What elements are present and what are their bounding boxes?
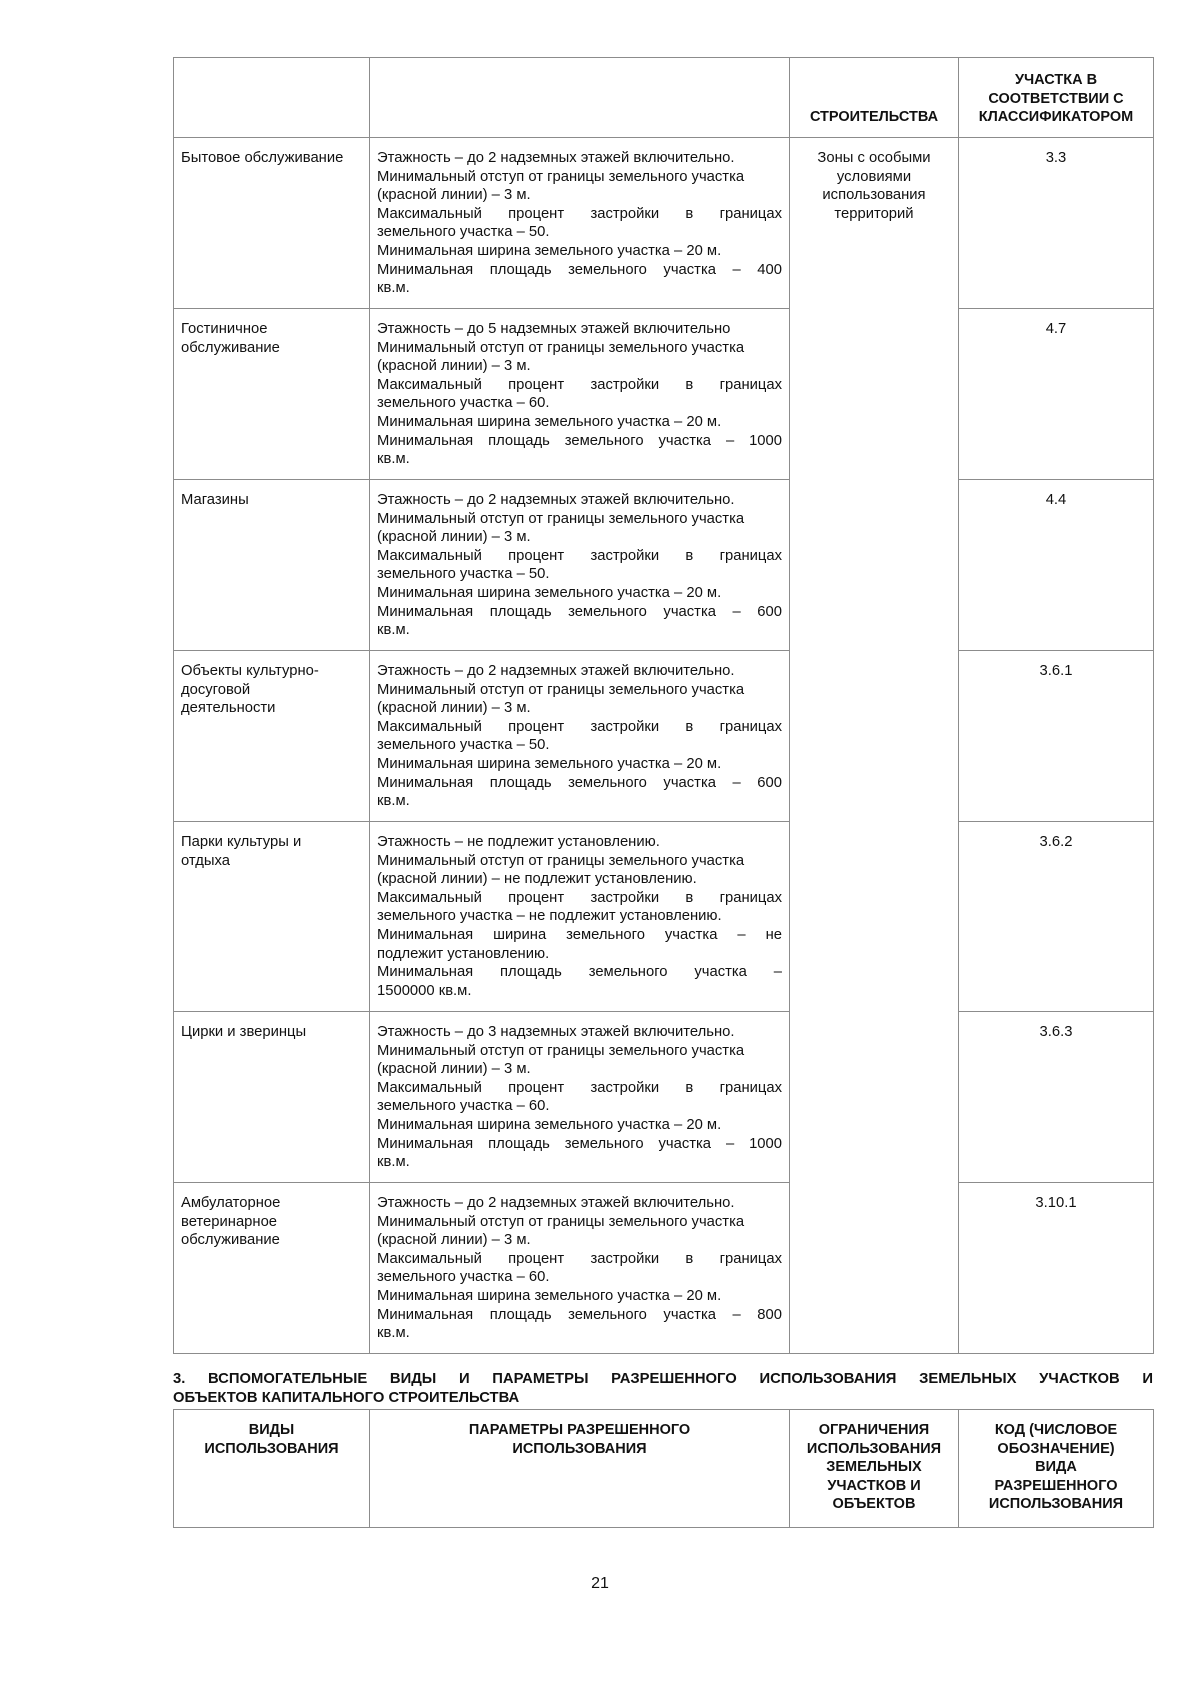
- table-row: [174, 822, 1154, 1012]
- section-3-heading-line: ОБЪЕКТОВ КАПИТАЛЬНОГО СТРОИТЕЛЬСТВА: [173, 1389, 520, 1406]
- param-line: Минимальный отступ от границы земельного участка: [377, 1213, 745, 1230]
- header-cell-restrictions: [790, 1410, 959, 1528]
- table-header-row-continued: [174, 58, 1154, 138]
- classifier-code-cell: 3.6.2: [959, 822, 1154, 1012]
- param-line: Минимальная ширина земельного участка – 20 м.: [377, 755, 722, 772]
- header-line: ЗЕМЕЛЬНЫХ: [826, 1459, 922, 1476]
- param-line: Максимальный процент застройки в границах: [377, 205, 782, 222]
- param-line: Этажность – до 2 надземных этажей включительно.: [377, 492, 735, 508]
- param-line: кв.м.: [377, 451, 410, 468]
- table-header-row: [174, 1410, 1154, 1528]
- use-type-line: Амбулаторное: [181, 1195, 281, 1211]
- restriction-line: условиями: [836, 168, 912, 185]
- param-line: (красной линии) – 3 м.: [377, 1232, 531, 1249]
- param-line: Минимальная площадь земельного участка – 800: [377, 1306, 782, 1323]
- use-type-cell: [174, 138, 370, 309]
- header-code-line: КЛАССИФИКАТОРОМ: [978, 109, 1134, 126]
- header-restrictions-text: СТРОИТЕЛЬСТВА: [809, 109, 939, 126]
- classifier-code-cell: 3.6.3: [959, 1012, 1154, 1183]
- use-type-line: деятельности: [181, 700, 276, 717]
- use-type-line: Бытовое обслуживание: [181, 150, 344, 166]
- param-line: Максимальный процент застройки в границах: [377, 1079, 782, 1096]
- page-number: 21: [591, 1575, 609, 1592]
- restriction-line: Зоны с особыми: [817, 150, 931, 166]
- param-line: Максимальный процент застройки в границах: [377, 889, 782, 906]
- header-line: УЧАСТКОВ И: [827, 1477, 921, 1494]
- param-line: Минимальная площадь земельного участка –: [377, 964, 782, 981]
- classifier-code-cell: 3.6.1: [959, 651, 1154, 822]
- restriction-line: использования: [822, 187, 926, 204]
- header-cell-use: [174, 1410, 370, 1528]
- use-type-line: досуговой: [181, 681, 251, 698]
- use-type-line: Парки культуры и: [181, 834, 302, 850]
- param-line: кв.м.: [377, 280, 410, 297]
- classifier-code-cell: 4.7: [959, 309, 1154, 480]
- restrictions-cell: [790, 138, 959, 1354]
- param-line: Минимальная ширина земельного участка – 20 м.: [377, 413, 722, 430]
- param-line: кв.м.: [377, 1154, 410, 1171]
- use-type-line: Гостиничное: [181, 321, 268, 337]
- param-line: 1500000 кв.м.: [377, 982, 472, 999]
- header-code-line: СООТВЕТСТВИИ С: [988, 90, 1124, 107]
- param-line: (красной линии) – 3 м.: [377, 358, 531, 375]
- header-code-line: УЧАСТКА В: [1014, 72, 1098, 89]
- header-cell-params: [370, 58, 790, 138]
- param-line: Максимальный процент застройки в границах: [377, 376, 782, 393]
- param-line: Максимальный процент застройки в границах: [377, 1250, 782, 1267]
- param-line: (красной линии) – 3 м.: [377, 187, 531, 204]
- param-line: Максимальный процент застройки в границах: [377, 547, 782, 564]
- header-line: ИСПОЛЬЗОВАНИЯ: [806, 1440, 942, 1457]
- table-row: [174, 309, 1154, 480]
- param-line: земельного участка – не подлежит установлению.: [377, 908, 722, 925]
- param-line: Этажность – до 3 надземных этажей включительно.: [377, 1024, 735, 1040]
- header-line: КОД (ЧИСЛОВОЕ: [994, 1422, 1118, 1438]
- header-line: ОБЪЕКТОВ: [832, 1496, 916, 1513]
- param-line: Минимальная ширина земельного участка – не: [377, 926, 782, 943]
- param-line: Минимальный отступ от границы земельного участка: [377, 1042, 745, 1059]
- header-line: ПАРАМЕТРЫ РАЗРЕШЕННОГО: [468, 1422, 691, 1438]
- param-line: Минимальная ширина земельного участка – 20 м.: [377, 1116, 722, 1133]
- restriction-line: территорий: [834, 205, 914, 222]
- params-cell: [370, 651, 790, 822]
- use-type-line: Цирки и зверинцы: [181, 1024, 307, 1040]
- param-line: Минимальный отступ от границы земельного участка: [377, 510, 745, 527]
- param-line: Минимальная ширина земельного участка – 20 м.: [377, 1287, 722, 1304]
- table-row: [174, 1012, 1154, 1183]
- section-3-heading: [173, 1370, 1153, 1407]
- params-cell: [370, 822, 790, 1012]
- use-type-cell: [174, 480, 370, 651]
- param-line: кв.м.: [377, 1325, 410, 1342]
- header-cell-use: [174, 58, 370, 138]
- header-cell-restrictions: [790, 58, 959, 138]
- permitted-use-table: [173, 57, 1154, 1354]
- classifier-code-cell: 3.10.1: [959, 1183, 1154, 1354]
- param-line: Минимальная площадь земельного участка – 1000: [377, 1135, 782, 1152]
- header-line: ВИДА: [1035, 1459, 1077, 1476]
- param-line: (красной линии) – 3 м.: [377, 1061, 531, 1078]
- use-type-line: Магазины: [181, 492, 249, 508]
- params-cell: [370, 1012, 790, 1183]
- param-line: кв.м.: [377, 622, 410, 639]
- use-type-cell: [174, 651, 370, 822]
- table-row: [174, 138, 1154, 309]
- use-type-line: обслуживание: [181, 339, 280, 356]
- param-line: Этажность – до 5 надземных этажей включительно: [377, 321, 731, 337]
- params-cell: [370, 138, 790, 309]
- param-line: Этажность – не подлежит установлению.: [377, 834, 660, 850]
- param-line: Минимальная площадь земельного участка – 400: [377, 261, 782, 278]
- param-line: земельного участка – 50.: [377, 224, 550, 241]
- param-line: Этажность – до 2 надземных этажей включительно.: [377, 1195, 735, 1211]
- use-type-cell: [174, 822, 370, 1012]
- table-row: [174, 651, 1154, 822]
- param-line: земельного участка – 60.: [377, 395, 550, 412]
- param-line: земельного участка – 60.: [377, 1269, 550, 1286]
- use-type-cell: [174, 1183, 370, 1354]
- param-line: (красной линии) – 3 м.: [377, 700, 531, 717]
- header-line: РАЗРЕШЕННОГО: [994, 1477, 1118, 1494]
- params-cell: [370, 309, 790, 480]
- param-line: Минимальная площадь земельного участка – 600: [377, 774, 782, 791]
- table-row: [174, 1183, 1154, 1354]
- auxiliary-use-table: [173, 1409, 1154, 1528]
- param-line: Минимальный отступ от границы земельного участка: [377, 681, 745, 698]
- use-type-line: отдыха: [181, 852, 230, 869]
- header-line: ИСПОЛЬЗОВАНИЯ: [988, 1496, 1124, 1513]
- param-line: Минимальная ширина земельного участка – 20 м.: [377, 242, 722, 259]
- section-3-heading-line: 3. ВСПОМОГАТЕЛЬНЫЕ ВИДЫ И ПАРАМЕТРЫ РАЗРЕШЕННОГО ИСПОЛЬЗОВАНИЯ ЗЕМЕЛЬНЫХ УЧАСТКОВ И: [173, 1371, 1153, 1387]
- table-row: [174, 480, 1154, 651]
- header-line: ИСПОЛЬЗОВАНИЯ: [512, 1440, 647, 1457]
- param-line: земельного участка – 60.: [377, 1098, 550, 1115]
- param-line: кв.м.: [377, 793, 410, 810]
- param-line: Минимальная площадь земельного участка – 1000: [377, 432, 782, 449]
- param-line: Максимальный процент застройки в границах: [377, 718, 782, 735]
- param-line: земельного участка – 50.: [377, 737, 550, 754]
- param-line: Минимальный отступ от границы земельного участка: [377, 168, 745, 185]
- param-line: Минимальный отступ от границы земельного участка: [377, 339, 745, 356]
- header-line: ВИДЫ: [248, 1422, 295, 1438]
- header-cell-code: [959, 1410, 1154, 1528]
- param-line: Минимальная площадь земельного участка – 600: [377, 603, 782, 620]
- classifier-code-cell: 3.3: [959, 138, 1154, 309]
- params-cell: [370, 1183, 790, 1354]
- param-line: Минимальная ширина земельного участка – 20 м.: [377, 584, 722, 601]
- param-line: Этажность – до 2 надземных этажей включительно.: [377, 150, 735, 166]
- param-line: Этажность – до 2 надземных этажей включительно.: [377, 663, 735, 679]
- param-line: (красной линии) – не подлежит установлению.: [377, 871, 697, 888]
- param-line: земельного участка – 50.: [377, 566, 550, 583]
- param-line: подлежит установлению.: [377, 945, 550, 962]
- header-line: ОБОЗНАЧЕНИЕ): [997, 1440, 1115, 1457]
- header-cell-code: [959, 58, 1154, 138]
- use-type-cell: [174, 1012, 370, 1183]
- header-line: ОГРАНИЧЕНИЯ: [818, 1422, 930, 1438]
- header-line: ИСПОЛЬЗОВАНИЯ: [204, 1440, 339, 1457]
- use-type-line: Объекты культурно-: [181, 663, 319, 679]
- use-type-cell: [174, 309, 370, 480]
- param-line: (красной линии) – 3 м.: [377, 529, 531, 546]
- header-cell-params: [370, 1410, 790, 1528]
- use-type-line: обслуживание: [181, 1232, 280, 1249]
- classifier-code-cell: 4.4: [959, 480, 1154, 651]
- params-cell: [370, 480, 790, 651]
- param-line: Минимальный отступ от границы земельного участка: [377, 852, 745, 869]
- use-type-line: ветеринарное: [181, 1213, 278, 1230]
